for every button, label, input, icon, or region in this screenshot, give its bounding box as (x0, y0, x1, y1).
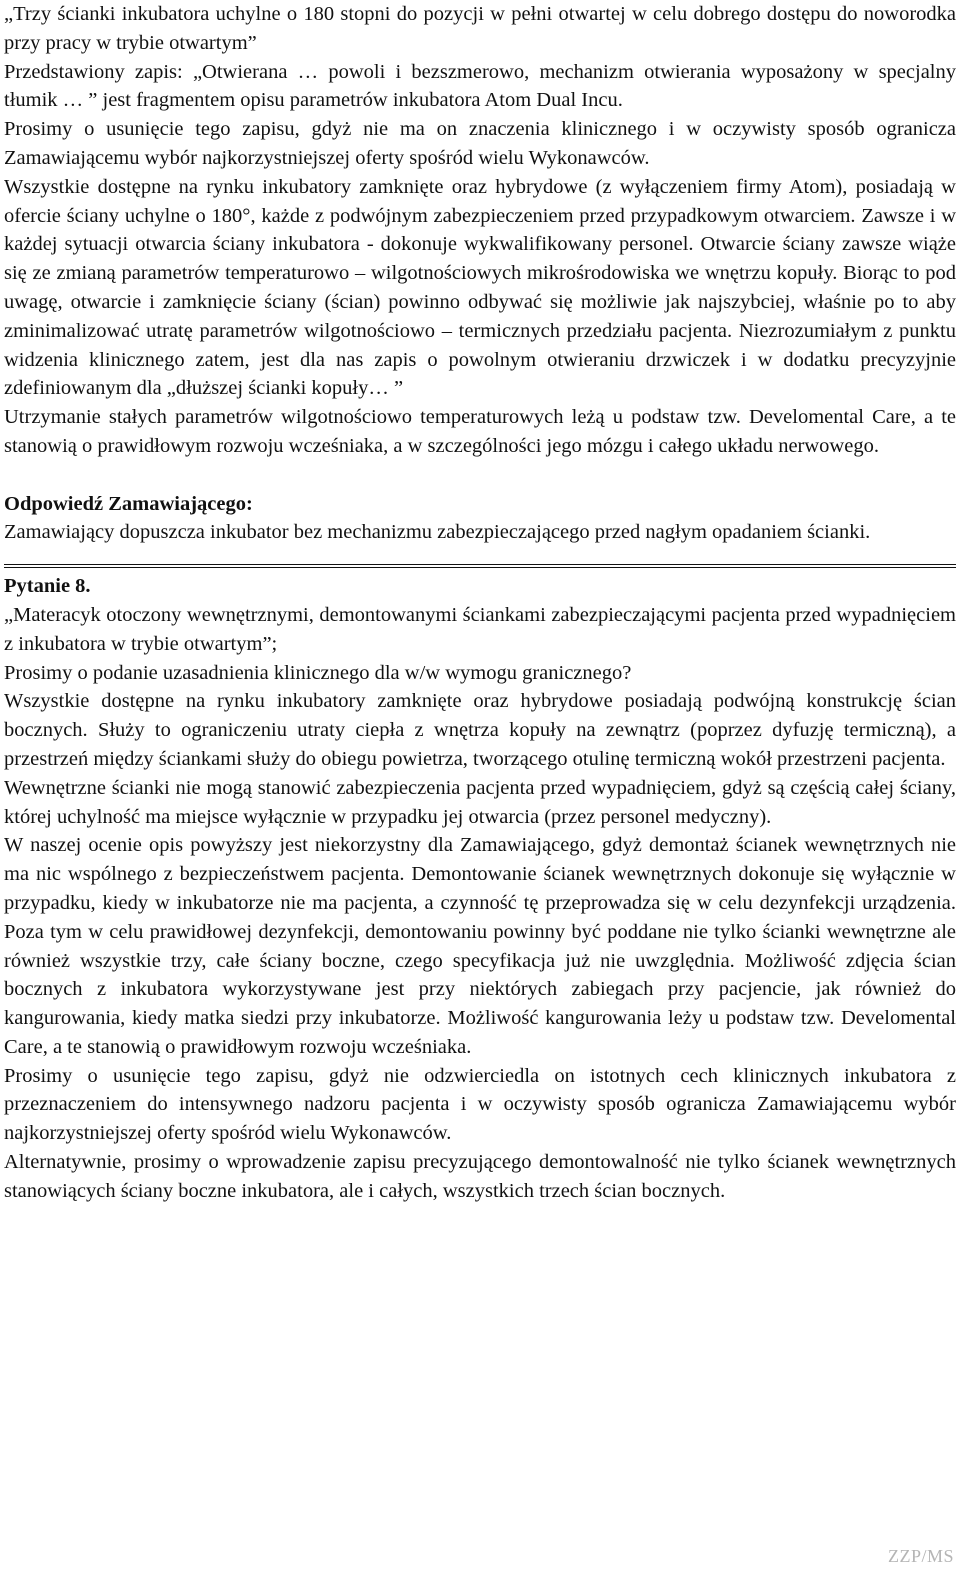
question-title: Pytanie 8. (4, 575, 91, 598)
quote-paragraph: „Materacyk otoczony wewnętrznymi, demontowanymi ściankami zabezpieczającymi pacjenta przed wypadnięciem z inkubatora w trybie otwartym”; (4, 603, 956, 655)
answer-heading: Odpowiedź Zamawiającego: (4, 492, 253, 515)
body-paragraph: Przedstawiony zapis: „Otwierana … powoli i bezszmerowo, mechanizm otwierania wyposażony w specjalny tłumik … ” jest fragmentem opisu parametrów inkubatora Atom Dual Incu. (4, 60, 956, 112)
body-paragraph: Alternatywnie, prosimy o wprowadzenie zapisu precyzującego demontowalność nie tylko ścianek wewnętrznych stanowiących ściany boczne inkubatora, ale i całych, wszystkich trzech ścian bocznych. (4, 1151, 956, 1202)
document-page (4, 0, 956, 1206)
body-paragraph: W naszej ocenie opis powyższy jest niekorzystny dla Zamawiającego, gdyż demontaż ścianek wewnętrznych nie ma nic wspólnego z bezpieczeństwem pacjenta. Demontowanie ścianek wewnętrznych dokonuje się wyłącznie w przypadku, kiedy w inkubatorze nie ma pacjenta, a czynność tę przeprowadza się w celu dezynfekcji urządzenia. Poza tym w celu prawidłowej dezynfekcji, demontowaniu powinny być poddane nie tylko ścianki wewnętrzne ale również wszystkie trzy, całe ściany boczne, czego specyfikacja już nie uwzględnia. Możliwość zdjęcia ścian bocznych z inkubatora wykorzystywane jest przy niektórych zabiegach przy pacjencie, jak również do kangurowania, kiedy matka siedzi przy inkubatorze. Możliwość kangurowania leży u podstaw tzw. Develomental Care, a te stanowią o prawidłowym rozwoju wcześniaka. (4, 834, 956, 1058)
footer-mark: ZZP/MS (887, 1546, 954, 1566)
body-paragraph: Wszystkie dostępne na rynku inkubatory zamknięte oraz hybrydowe (z wyłączeniem firmy Atom), posiadają w ofercie ściany uchylne o 180°, każde z podwójnym zabezpieczeniem przed przypadkowym otwarciem. Zawsze i w każdej sytuacji otwarcia ściany inkubatora - dokonuje wykwalifikowany personel. Otwarcie ściany zawsze wiąże się ze zmianą parametrów temperaturowo – wilgotnościowych mikrośrodowiska we wnętrzu kopuły. Biorąc to pod uwagę, otwarcie i zamknięcie ściany (ścian) powinno odbywać się możliwie jak najszybciej, właśnie po to aby zminimalizować utratę parametrów wilgotnościowo – termicznych przedziału pacjenta. Niezrozumiałym z punktu widzenia klinicznego zatem, jest dla nas zapis o powolnym otwieraniu drzwiczek i w dodatku precyzyjnie zdefiniowanym dla „dłuższej ścianki kopuły… ” (4, 175, 956, 400)
answer-text: Zamawiający dopuszcza inkubator bez mechanizmu zabezpieczającego przed nagłym opadaniem ścianki. (4, 521, 871, 544)
spacer (4, 461, 956, 490)
section-divider (4, 564, 956, 568)
body-paragraph: Utrzymanie stałych parametrów wilgotnościowo temperaturowych leżą u podstaw tzw. Develomental Care, a te stanowią o prawidłowym rozwoju wcześniaka, a w szczególności jego mózgu i całego układu nerwowego. (4, 406, 956, 457)
body-paragraph: Prosimy o usunięcie tego zapisu, gdyż nie ma on znaczenia klinicznego i w oczywisty sposób ogranicza Zamawiającemu wybór najkorzystniejszej oferty spośród wielu Wykonawców. (4, 118, 956, 169)
body-paragraph: Wewnętrzne ścianki nie mogą stanowić zabezpieczenia pacjenta przed wypadnięciem, gdyż są częścią całej ściany, której uchylność ma miejsce wyłącznie w przypadku jej otwarcia (przez personel medyczny). (4, 776, 956, 828)
quote-paragraph: „Trzy ścianki inkubatora uchylne o 180 stopni do pozycji w pełni otwartej w celu dobrego dostępu do noworodka przy pracy w trybie otwartym” (4, 3, 956, 54)
body-paragraph: Wszystkie dostępne na rynku inkubatory zamknięte oraz hybrydowe posiadają podwójną konstrukcję ścian bocznych. Służy to ograniczeniu utraty ciepła z wnętrza kopuły na zewnątrz (poprzez dyfuzję termiczną), a przestrzeń między ściankami służy do obiegu powietrza, tworzącego otulinę termiczną wokół przestrzeni pacjenta. (4, 690, 956, 770)
body-paragraph: Prosimy o usunięcie tego zapisu, gdyż nie odzwierciedla on istotnych cech klinicznych inkubatora z przeznaczeniem do intensywnego nadzoru pacjenta i w oczywisty sposób ogranicza Zamawiającemu wybór najkorzystniejszej oferty spośród wielu Wykonawców. (4, 1064, 956, 1145)
body-paragraph: Prosimy o podanie uzasadnienia klinicznego dla w/w wymogu granicznego? (4, 661, 632, 684)
